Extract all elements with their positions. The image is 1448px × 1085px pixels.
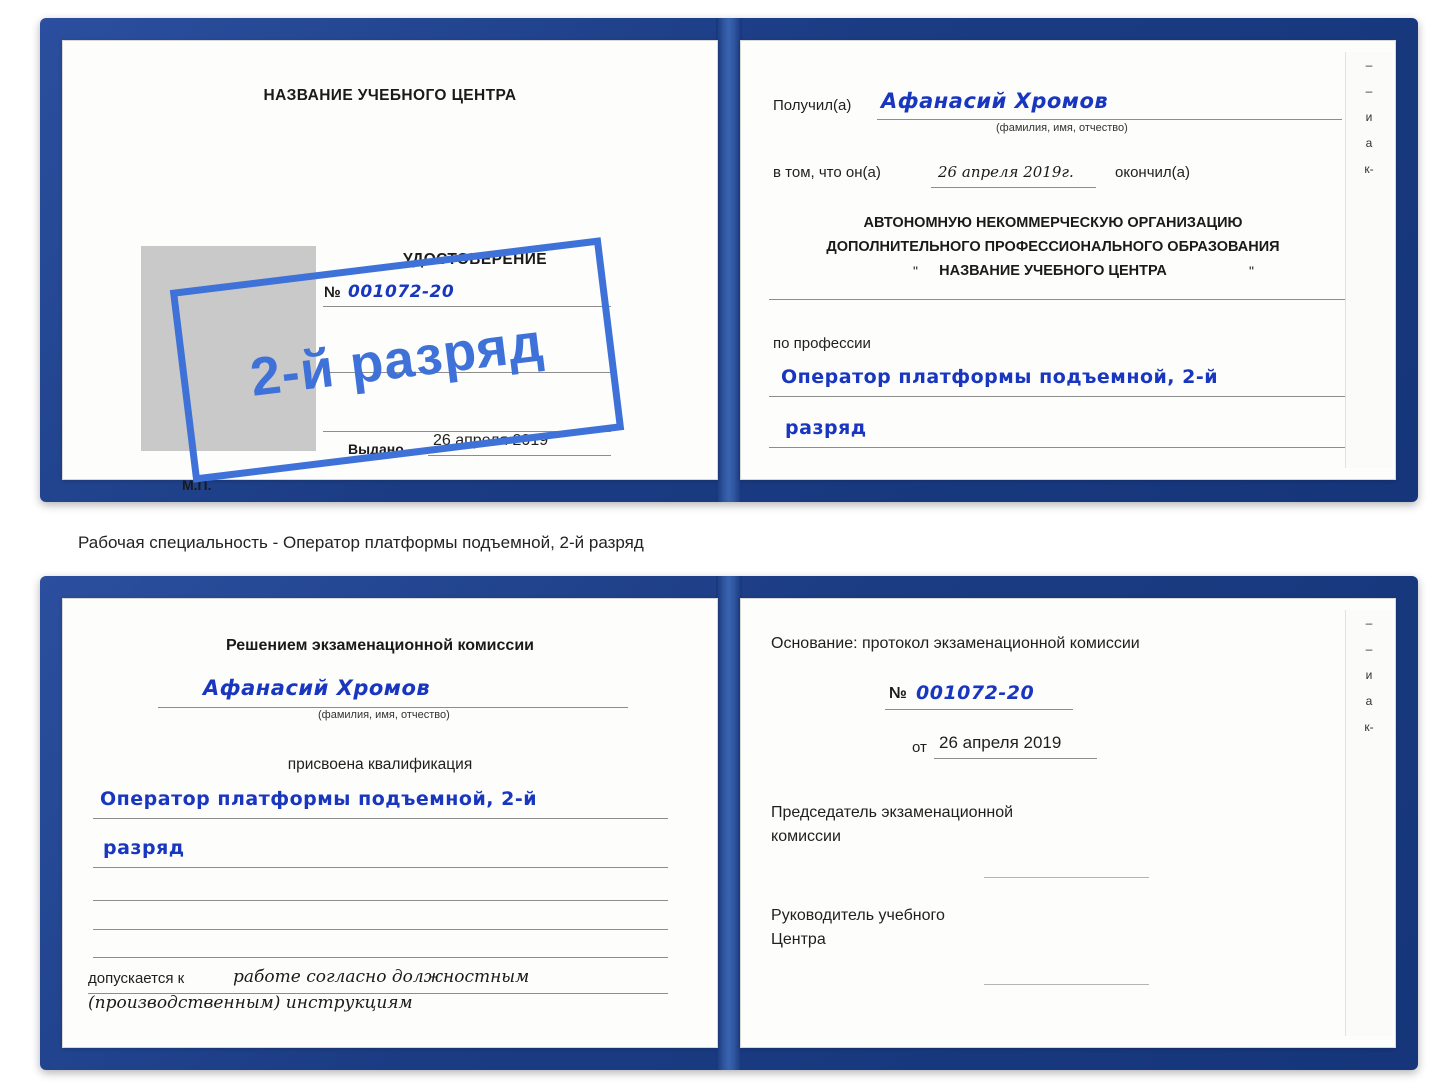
certificate-bottom [40, 576, 1418, 1070]
graduate-name: Афанасий Хромов [203, 676, 431, 700]
book-spine-top [716, 18, 742, 502]
profession-line-1: Оператор платформы подъемной, 2-й [781, 366, 1219, 388]
edge-mark-2: – [1365, 642, 1373, 656]
from-label: от [912, 739, 927, 756]
profession-label: по профессии [773, 335, 871, 352]
admitted-line-1: работе согласно должностным [233, 967, 530, 987]
edge-mark-4: а [1365, 694, 1373, 708]
edge-mark-2: – [1365, 84, 1373, 98]
bottom-right-page [740, 598, 1396, 1048]
edge-mark-3: и [1365, 668, 1373, 682]
issued-date: 26 апреля 2019 [433, 432, 549, 449]
blank-line-a [93, 900, 668, 901]
chairman-line-1: Председатель экзаменационной [771, 804, 1014, 821]
chairman-signature-line [984, 877, 1149, 878]
book-spine-bottom [716, 576, 742, 1070]
qualification-underline-2 [93, 867, 668, 868]
edge-mark-3: и [1365, 110, 1373, 124]
organization-line-1: АВТОНОМНУЮ НЕКОММЕРЧЕСКУЮ ОРГАНИЗАЦИЮ [863, 215, 1243, 231]
edge-mark-5: к- [1364, 162, 1374, 176]
admitted-label: допускается к [88, 970, 185, 987]
received-name: Афанасий Хромов [881, 89, 1109, 113]
organization-name: НАЗВАНИЕ УЧЕБНОГО ЦЕНТРА [939, 263, 1167, 279]
graduate-name-underline [158, 707, 628, 708]
admitted-line-2: (производственным) инструкциям [88, 993, 413, 1013]
protocol-number-symbol: № [889, 685, 907, 702]
basis-label: Основание: протокол экзаменационной комиссии [771, 635, 1140, 652]
organization-line-2: ДОПОЛНИТЕЛЬНОГО ПРОФЕССИОНАЛЬНОГО ОБРАЗОВАНИЯ [826, 239, 1280, 255]
page-title-training-center: НАЗВАНИЕ УЧЕБНОГО ЦЕНТРА [263, 87, 517, 104]
certificate-number-value: 001072-20 [348, 282, 455, 302]
profession-line-2: разряд [785, 417, 867, 439]
protocol-number-underline [885, 709, 1073, 710]
top-edge-strip [1345, 52, 1392, 468]
org-underline [769, 299, 1349, 300]
edge-mark-5: к- [1364, 720, 1374, 734]
edge-mark-1: – [1365, 58, 1373, 72]
protocol-date: 26 апреля 2019 [939, 733, 1062, 752]
quote-close: " [1249, 263, 1254, 279]
chairman-line-2: комиссии [771, 828, 841, 845]
head-signature-line [984, 984, 1149, 985]
issued-label: Выдано [348, 441, 404, 457]
issued-date-underline [428, 455, 611, 456]
completion-date: 26 апреля 2019г. [938, 163, 1074, 181]
received-label: Получил(а) [773, 97, 852, 114]
quote-open: " [913, 263, 918, 279]
bottom-left-page [62, 598, 718, 1048]
top-right-page [740, 40, 1396, 480]
that-he-label: в том, что он(а) [773, 164, 881, 181]
blank-line-b [93, 929, 668, 930]
completion-date-underline [931, 187, 1096, 188]
page-caption: Рабочая специальность - Оператор платформы подъемной, 2-й разряд [78, 533, 644, 552]
graduate-name-hint: (фамилия, имя, отчество) [318, 709, 450, 721]
bottom-edge-strip [1345, 610, 1392, 1036]
protocol-date-underline [934, 758, 1097, 759]
head-line-2: Центра [771, 931, 826, 948]
rank-watermark-text: 2-й разряд [247, 312, 547, 408]
qualification-line-1: Оператор платформы подъемной, 2-й [100, 788, 538, 810]
profession-underline-2 [769, 447, 1349, 448]
decision-title: Решением экзаменационной комиссии [226, 637, 534, 654]
qualification-line-2: разряд [103, 837, 185, 859]
head-line-1: Руководитель учебного [771, 907, 945, 924]
edge-mark-4: а [1365, 136, 1373, 150]
qualification-label: присвоена квалификация [287, 756, 473, 773]
seal-label: М.П. [182, 477, 212, 493]
blank-line-c [93, 957, 668, 958]
edge-mark-1: – [1365, 616, 1373, 630]
profession-underline-1 [769, 396, 1349, 397]
number-symbol: № [324, 284, 341, 301]
finished-label: окончил(а) [1115, 164, 1190, 181]
name-hint: (фамилия, имя, отчество) [996, 122, 1128, 134]
protocol-number-value: 001072-20 [916, 682, 1035, 704]
document-type-label: УДОСТОВЕРЕНИЕ [403, 251, 547, 268]
received-name-underline [877, 119, 1342, 120]
certificate-top [40, 18, 1418, 502]
qualification-underline-1 [93, 818, 668, 819]
